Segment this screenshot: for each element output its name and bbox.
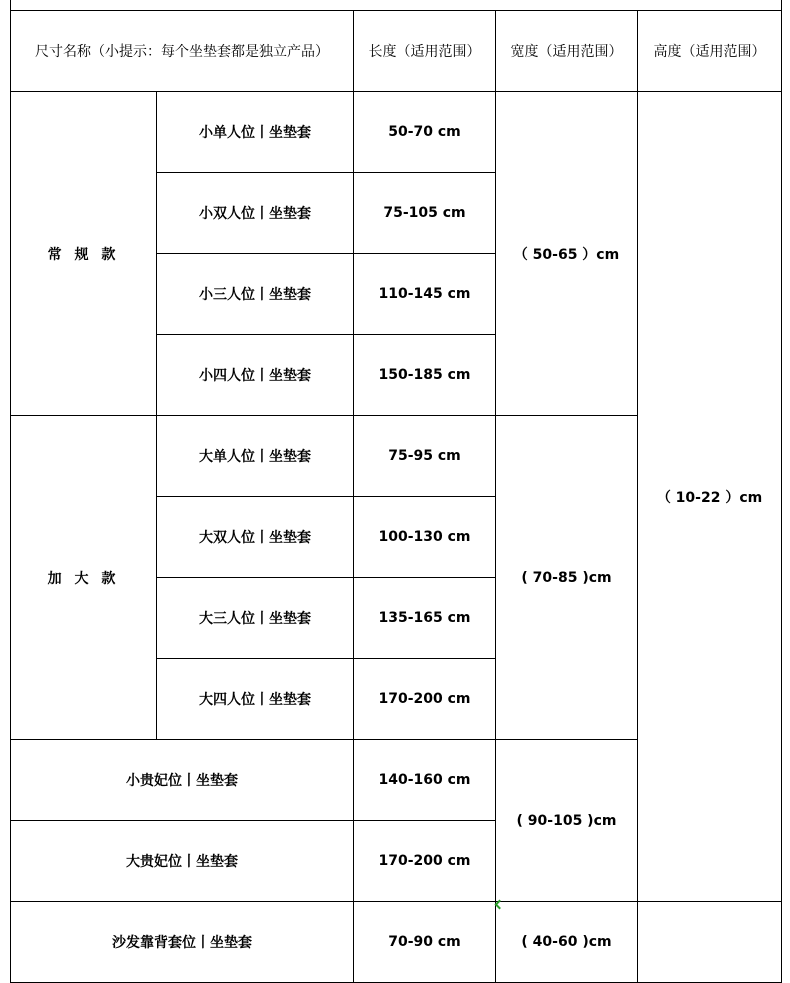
- width-backrest: ( 40-60 )cm: [496, 902, 638, 983]
- width-chaise: ( 90-105 )cm: [496, 740, 638, 902]
- row-length: 140-160 cm: [354, 740, 496, 821]
- row-name: 大双人位丨坐垫套: [157, 497, 354, 578]
- group-large-label: 加 大 款: [11, 416, 157, 740]
- height-backrest-empty: [638, 902, 782, 983]
- header-length: 长度（适用范围）: [354, 11, 496, 92]
- row-length: 75-105 cm: [354, 173, 496, 254]
- row-name: 小贵妃位丨坐垫套: [11, 740, 354, 821]
- row-length: 150-185 cm: [354, 335, 496, 416]
- top-border-cell: [11, 0, 782, 11]
- row-length: 135-165 cm: [354, 578, 496, 659]
- row-length: 100-130 cm: [354, 497, 496, 578]
- row-name: 小四人位丨坐垫套: [157, 335, 354, 416]
- row-name: 沙发靠背套位丨坐垫套: [11, 902, 354, 983]
- row-length: 110-145 cm: [354, 254, 496, 335]
- row-length: 170-200 cm: [354, 659, 496, 740]
- height-all: （ 10-22 ）cm: [638, 92, 782, 902]
- header-row: [11, 11, 782, 92]
- row-length: 75-95 cm: [354, 416, 496, 497]
- row-name: 大三人位丨坐垫套: [157, 578, 354, 659]
- row-length: 70-90 cm: [354, 902, 496, 983]
- group-regular-label: 常 规 款: [11, 92, 157, 416]
- header-height: 高度（适用范围）: [638, 11, 782, 92]
- row-name: 小双人位丨坐垫套: [157, 173, 354, 254]
- header-width: 宽度（适用范围）: [496, 11, 638, 92]
- row-name: 大四人位丨坐垫套: [157, 659, 354, 740]
- table-row: [11, 92, 782, 173]
- top-border-row: [11, 0, 782, 11]
- table-row: [11, 902, 782, 983]
- row-length: 170-200 cm: [354, 821, 496, 902]
- row-name: 小三人位丨坐垫套: [157, 254, 354, 335]
- row-name: 小单人位丨坐垫套: [157, 92, 354, 173]
- width-regular: （ 50-65 ）cm: [496, 92, 638, 416]
- row-name: 大贵妃位丨坐垫套: [11, 821, 354, 902]
- row-length: 50-70 cm: [354, 92, 496, 173]
- row-name: 大单人位丨坐垫套: [157, 416, 354, 497]
- width-large: ( 70-85 )cm: [496, 416, 638, 740]
- size-table: [10, 0, 782, 983]
- header-name: 尺寸名称（小提示：每个坐垫套都是独立产品）: [11, 11, 354, 92]
